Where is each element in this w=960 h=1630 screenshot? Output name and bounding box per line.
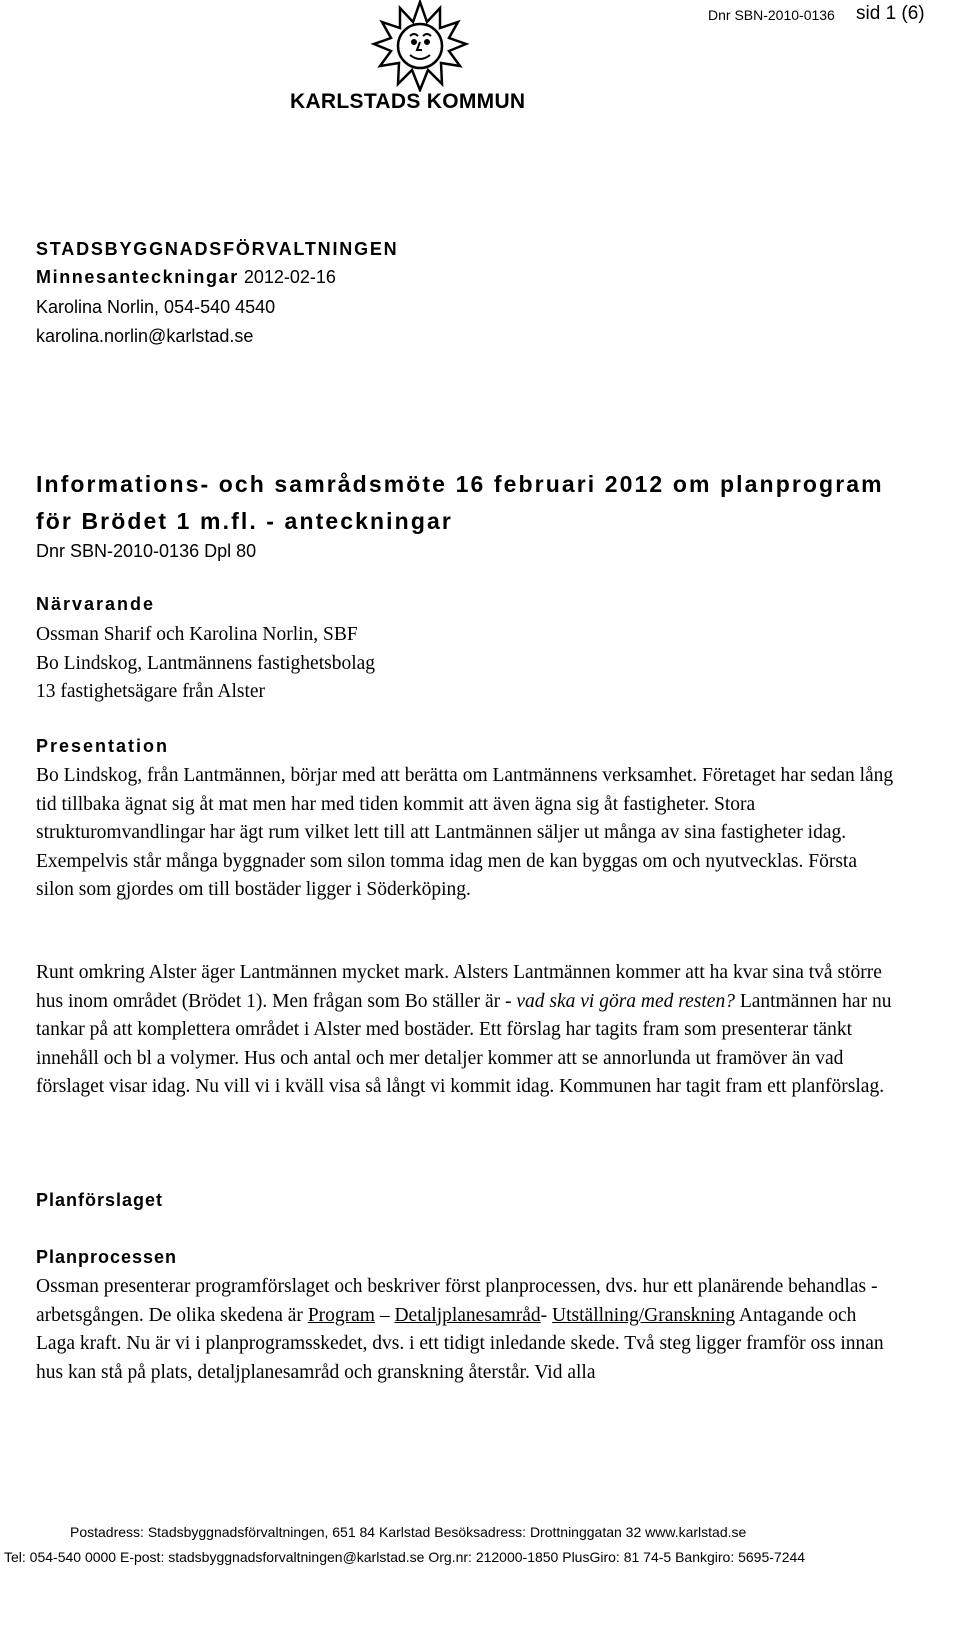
dash-separator: - <box>540 1304 553 1326</box>
document-date: 2012-02-16 <box>243 267 336 287</box>
footer-address: Postadress: Stadsbyggnadsförvaltningen, 651 84 Karlstad Besöksadress: Drottninggatan 32 www.karlstad.se <box>70 1524 747 1540</box>
program-link[interactable]: Program <box>307 1304 375 1326</box>
author-contact: Karolina Norlin, 054-540 4540 <box>36 297 276 317</box>
page-title: Informations- och samrådsmöte 16 februari 2012 om planprogram för Brödet 1 m.fl. - anteckningar <box>36 471 884 534</box>
author-email: karolina.norlin@karlstad.se <box>36 326 254 346</box>
detaljplanesamrad-link[interactable]: Detaljplanesamråd <box>394 1304 541 1326</box>
question-emphasis: vad ska vi göra med resten? <box>516 990 735 1012</box>
document-type: Minnesanteckningar <box>36 267 239 287</box>
attendance-list <box>36 621 896 707</box>
header-page-number: sid 1 (6) <box>856 3 925 24</box>
logo-wordmark: KARLSTADS KOMMUN <box>290 90 526 113</box>
department-name: STADSBYGGNADSFÖRVALTNINGEN <box>36 239 399 259</box>
paragraph-text: Antagande och Laga kraft. Nu är vi i planprogramsskedet, dvs. i ett tidigt inledande skede. Två steg ligger framför oss innan hus kan stå på plats, detaljplanesamråd och granskning återstår. Vid alla <box>36 1304 884 1383</box>
attendance-line: 13 fastighetsägare från Alster <box>36 681 266 703</box>
header-dnr: Dnr SBN-2010-0136 <box>708 7 835 23</box>
paragraph-text: Ossman presenterar programförslaget och beskriver först planprocessen, dvs. hur ett planärende behandlas - arbetsgången. De olika skedena är <box>36 1276 878 1326</box>
process-heading: Planprocessen <box>36 1247 178 1267</box>
utstallning-granskning-link[interactable]: Utställning/Granskning <box>552 1304 736 1326</box>
dash-separator: – <box>374 1304 395 1326</box>
attendance-line: Ossman Sharif och Karolina Norlin, SBF <box>36 624 358 645</box>
presentation-paragraph-2 <box>36 959 896 1102</box>
logo <box>290 0 550 118</box>
footer-contact: Tel: 054-540 0000 E-post: stadsbyggnadsforvaltningen@karlstad.se Org.nr: 212000-1850 PlusGiro: 81 74-5 Bankgiro: 5695-7244 <box>4 1549 806 1565</box>
paragraph-text: Bo Lindskog, från Lantmännen, börjar med att berätta om Lantmännens verksamhet. Företaget har sedan lång tid tillbaka ägnat sig åt mat men har med tiden kommit att även ägna sig åt fastigheter. Stora strukturomvandlingar har ägt rum vilket lett till att Lantmännen säljer ut många av sina fastigheter idag. Exempelvis står många byggnader som silon tomma idag men de kan byggas om och nyutvecklas. Första silon som gjordes om till bostäder ligger i Söderköping. <box>36 765 894 901</box>
proposal-heading: Planförslaget <box>36 1190 164 1210</box>
sun-logo-icon <box>370 0 470 92</box>
document-type-date <box>36 267 336 288</box>
process-paragraph <box>36 1273 896 1387</box>
reference-number: Dnr SBN-2010-0136 Dpl 80 <box>36 541 257 561</box>
paragraph-text: Lantmännen har nu tankar på att komplettera området i Alster med bostäder. Ett förslag har tagits fram som presenterar tänkt innehåll och bl a volymer. Hus och antal och mer detaljer kommer att se annorlunda ut framöver än vad förslaget visar idag. Nu vill vi i kväll visa så långt vi kommit idag. Kommunen har tagit fram ett planförslag. <box>36 990 892 1098</box>
attendance-heading: Närvarande <box>36 594 156 614</box>
paragraph-text: Runt omkring Alster äger Lantmännen mycket mark. Alsters Lantmännen kommer att ha kvar sina två större hus inom området (Brödet 1). Men frågan som Bo ställer är - <box>36 962 882 1012</box>
attendance-line: Bo Lindskog, Lantmännens fastighetsbolag <box>36 652 376 674</box>
presentation-paragraph-1 <box>36 762 896 905</box>
presentation-heading: Presentation <box>36 736 170 756</box>
